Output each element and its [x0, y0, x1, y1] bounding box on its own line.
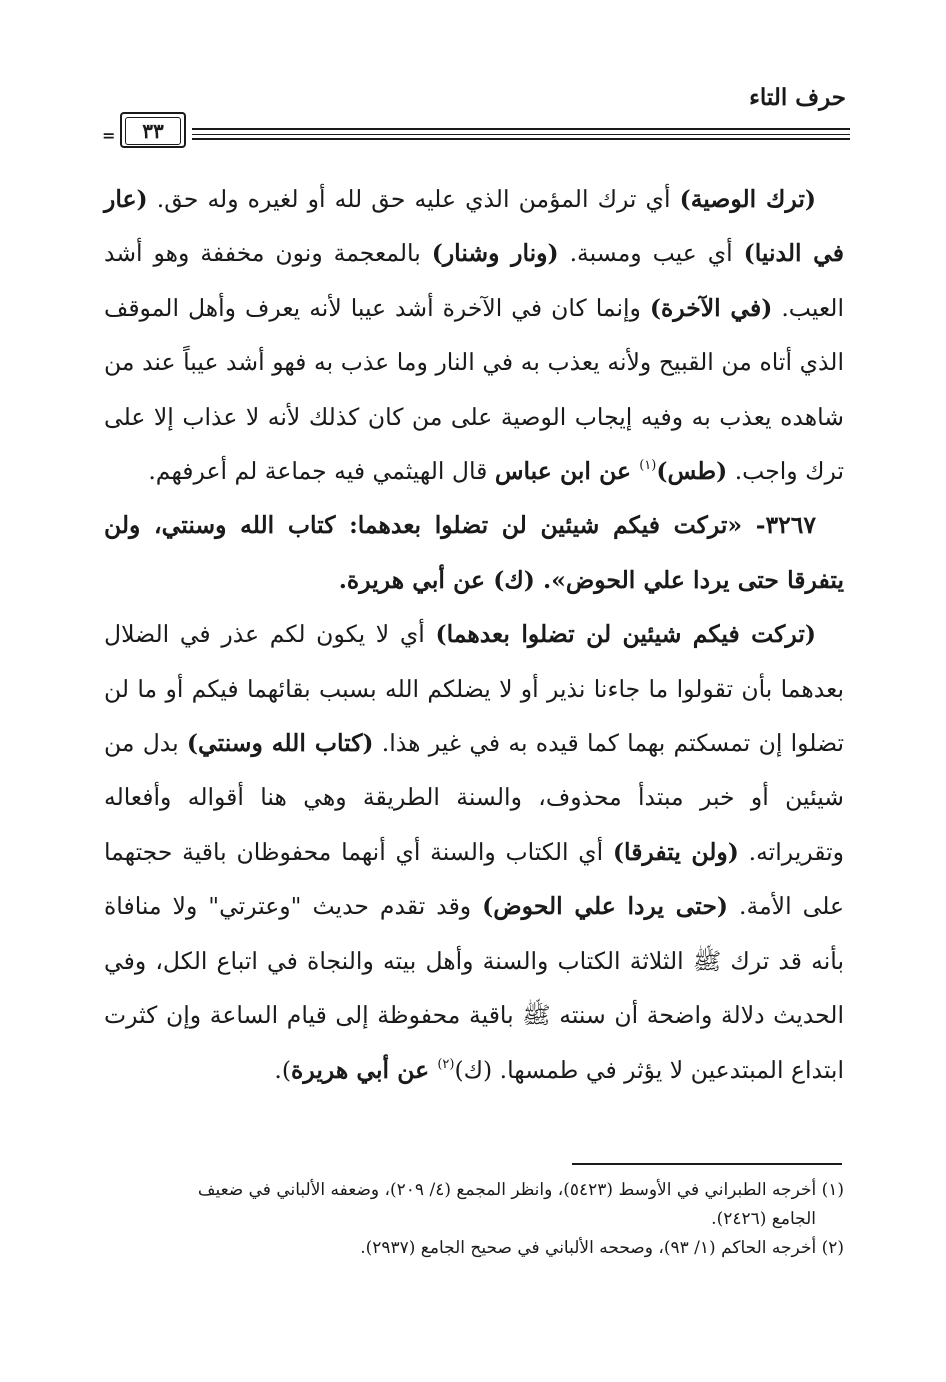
hadith-text: «تركت فيكم شيئين لن تضلوا بعدهما: كتاب الله وسنتي، ولن يتفرقا حتى يردا علي الحوض» [104, 511, 844, 594]
footnote-separator [572, 1163, 842, 1165]
footnotes [104, 1176, 844, 1263]
bold-phrase: عن ابن عباس [494, 457, 640, 486]
commentary-paragraph-1 [104, 172, 844, 498]
bold-phrase: (ونار وشنار) [431, 239, 559, 268]
hadith-entry [104, 498, 844, 607]
text-run: ). [274, 1055, 292, 1084]
running-head: حرف التاء [749, 84, 846, 111]
text-run: بالمعجمة ونون مخففة وهو أشد العيب. [104, 239, 844, 322]
rule-line-middle [192, 134, 850, 135]
hadith-source: . (ك) عن أبي هريرة. [338, 565, 552, 594]
footnote-1: (١) أخرجه الطبراني في الأوسط (٥٤٢٣)، وانظر المجمع (٤/ ٢٠٩)، وضعفه الألباني في ضعيف [197, 1180, 844, 1200]
bold-phrase: (عار في الدنيا) [104, 185, 845, 268]
page-number-mark: = [102, 126, 116, 145]
text-run: قال الهيثمي فيه جماعة لم أعرفهم. [148, 457, 495, 486]
bold-phrase: عن أبي هريرة [291, 1055, 438, 1084]
bold-phrase: (تركت فيكم شيئين لن تضلوا بعدهما) [435, 620, 816, 649]
footnote-ref-1: (١) [639, 458, 657, 474]
footnote-ref-2: (٢) [437, 1056, 455, 1072]
text-run: وإنما كان في الآخرة أشد عيبا لأنه يعرف وأهل الموقف الذي أتاه من القبيح ولأنه يعذب به في النار وما عذب به فهو أشد عيباً عند من شاهده يعذب به وفيه إيجاب الوصية على من كان كذلك لأنه لا عذاب إلا على ترك واجب. [104, 293, 844, 486]
body-text [104, 172, 844, 1097]
text-run: أي لا يكون لكم عذر في الضلال بعدهما بأن تقولوا ما جاءنا نذير أو لا يضلكم الله بسبب بقائهما فيكم أو ما لن تضلوا إن تمسكتم بهما كما قيده به في غير هذا. [104, 620, 844, 758]
text-run: بدل من شيئين أو خبر مبتدأ محذوف، والسنة الطريقة وهي هنا أقواله وأفعاله وتقريراته. [104, 729, 844, 866]
footnote-1-continued: الجامع (٢٤٢٦). [711, 1209, 816, 1229]
text-run: (ك) [454, 1055, 493, 1084]
page-number: ٣٣ [125, 117, 181, 145]
text-run: أي ترك المؤمن الذي عليه حق لله أو لغيره وله حق. [147, 185, 680, 213]
rule-line-top [192, 128, 850, 130]
bold-phrase: (ولن يتفرقا) [612, 837, 739, 866]
text-run: وقد تقدم حديث "وعترتي" ولا منافاة بأنه قد ترك ﷺ الثلاثة الكتاب والسنة وأهل بيته والنجاة في اتباع الكل، وفي الحديث دلالة واضحة أن سنته ﷺ باقية محفوظة إلى قيام الساعة وإن كثرت ابتداع المبتدعين لا يؤثر في طمسها. [104, 892, 844, 1084]
bold-phrase: (كتاب الله وسنتي) [186, 729, 374, 758]
bold-phrase: (طس) [656, 457, 728, 486]
bold-phrase: (ترك الوصية) [679, 185, 816, 213]
text-run: أي الكتاب والسنة أي أنهما محفوظان باقية حجتهما على الأمة. [104, 837, 844, 921]
footnote-2: (٢) أخرجه الحاكم (١/ ٩٣)، وصححه الألباني في صحيح الجامع (٢٩٣٧). [360, 1238, 844, 1258]
hadith-number: ٣٢٦٧- [742, 511, 816, 540]
text-run: أي عيب ومسبة. [558, 239, 744, 268]
bold-phrase: (في الآخرة) [649, 293, 773, 322]
commentary-paragraph-2 [104, 607, 844, 1097]
bold-phrase: (حتى يردا علي الحوض) [482, 892, 729, 921]
header-rule [100, 110, 850, 150]
rule-line-bottom [192, 138, 850, 140]
